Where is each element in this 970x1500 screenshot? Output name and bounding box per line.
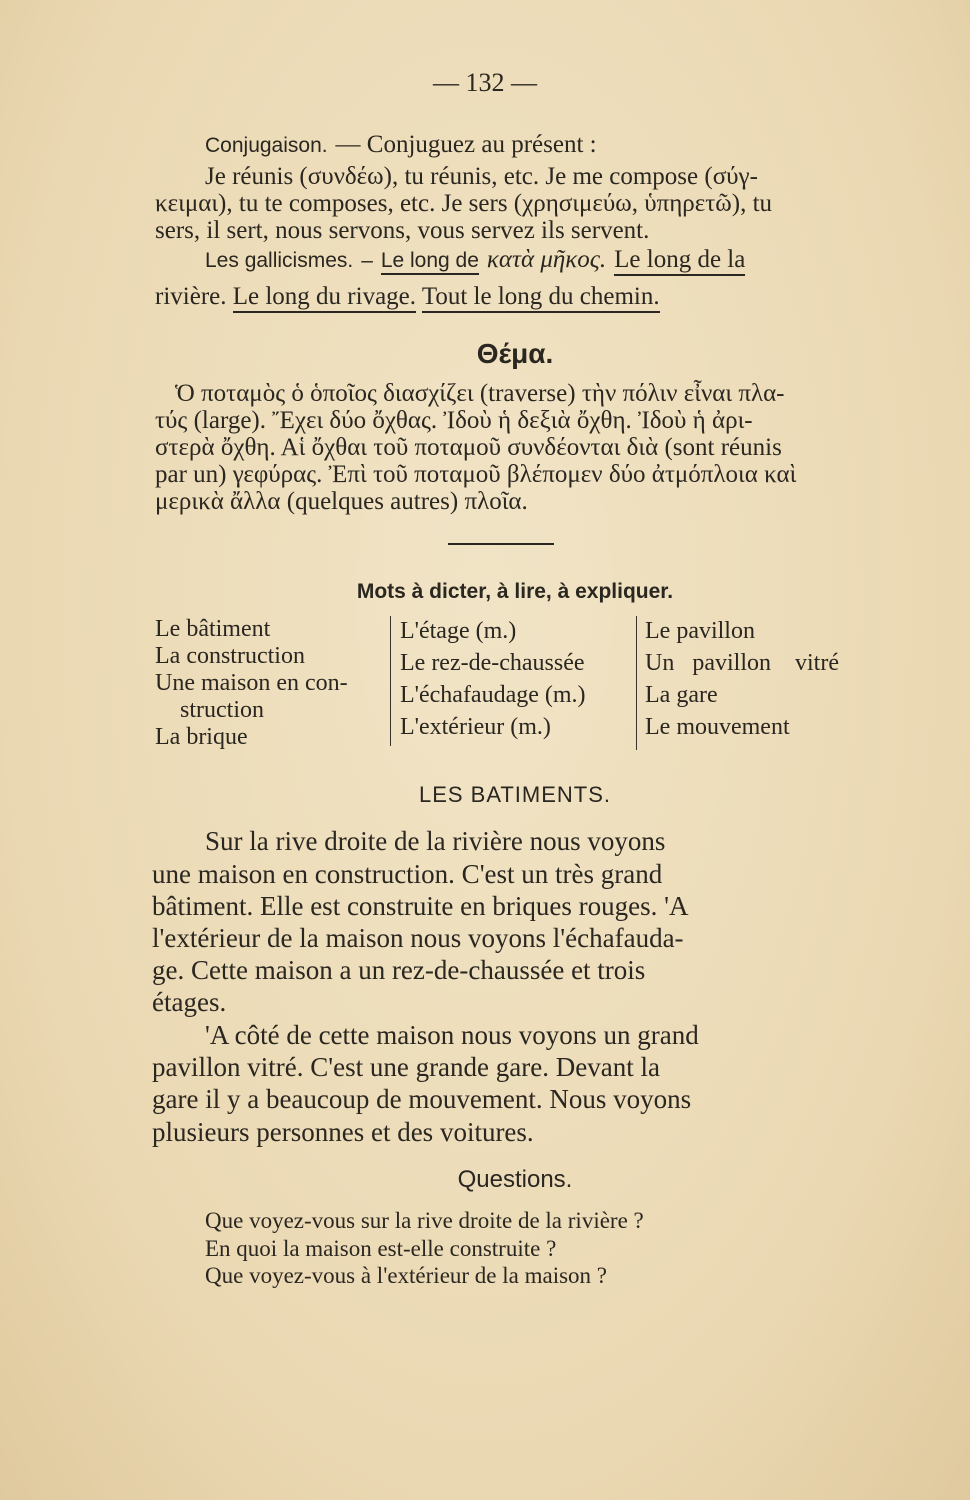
vocab-col3-item-1: Le pavillon	[645, 618, 755, 644]
reading-line-2: une maison en construction. C'est un très grand	[152, 859, 663, 889]
gallicisms-label: Les gallicismes.	[205, 249, 354, 272]
gallicism-example-1-end: rivière.	[155, 283, 227, 310]
reading-line-9: gare il y a beaucoup de mouvement. Nous voyons	[152, 1084, 692, 1114]
reading-line-10: plusieurs personnes et des voitures.	[152, 1117, 534, 1147]
conjugation-instruction: — Conjuguez au présent :	[335, 131, 597, 158]
theme-heading: Θέμα.	[476, 338, 554, 369]
vocab-col2-item-1: L'étage (m.)	[400, 618, 517, 644]
theme-line-1: Ὁ ποταμὸς ὁ ὁποῖος διασχίζει (traverse) τὴν πόλιν εἶναι πλα-	[175, 380, 785, 407]
section-divider	[448, 543, 554, 545]
theme-line-4: par un) γεφύρας. Ἐπὶ τοῦ ποταμοῦ βλέπομεν δύο ἀτμόπλοια καὶ	[155, 461, 797, 488]
vocab-col3-item-2	[645, 650, 875, 677]
gallicism-greek: κατὰ μῆκος.	[486, 246, 607, 273]
gallicism-le-long-de: Le long de	[381, 249, 479, 275]
vocab-col3-item-3: La gare	[645, 682, 718, 708]
vocab-col1-item-1: Le bâtiment	[155, 616, 271, 642]
question-3: Que voyez-vous à l'extérieur de la maison ?	[205, 1263, 608, 1288]
question-1: Que voyez-vous sur la rive droite de la rivière ?	[205, 1208, 644, 1233]
reading-line-5: ge. Cette maison a un rez-de-chaussée et trois	[152, 955, 646, 985]
vocab-col1-item-4: La brique	[155, 724, 248, 750]
theme-line-3: στερὰ ὄχθη. Αἱ ὄχθαι τοῦ ποταμοῦ συνδέονται διὰ (sont réunis	[155, 434, 782, 461]
reading-line-1: Sur la rive droite de la rivière nous voyons	[205, 826, 666, 856]
conjugation-line-3: κειμαι), tu te composes, etc. Je sers (χρησιμεύω, ὑπηρετῶ), tu	[155, 190, 773, 217]
vocab-col3-item-2b: pavillon	[692, 650, 771, 676]
conjugation-line-2: Je réunis (συνδέω), tu réunis, etc. Je me compose (σύγ-	[205, 163, 758, 190]
vocab-col2-item-4: L'extérieur (m.)	[400, 714, 551, 740]
vocab-col1-item-3: Une maison en con-	[155, 670, 348, 696]
vocab-separator-1	[390, 616, 391, 746]
gallicism-example-1: Le long de la	[614, 246, 745, 276]
vocab-separator-2	[636, 616, 637, 750]
vocab-col2-item-3: L'échafaudage (m.)	[400, 682, 586, 708]
vocab-col3-item-2c: vitré	[795, 650, 839, 676]
gallicism-example-2: Le long du rivage.	[233, 283, 416, 313]
reading-line-6: étages.	[152, 987, 227, 1017]
gallicisms-line-1	[205, 245, 745, 274]
gallicisms-dash: –	[361, 249, 373, 272]
conjugation-label: Conjugaison.	[205, 134, 328, 157]
conjugation-line-1	[205, 130, 597, 159]
reading-line-8: pavillon vitré. C'est une grande gare. Devant la	[152, 1052, 660, 1082]
vocab-col3-item-4: Le mouvement	[645, 714, 790, 740]
gallicism-example-3: Tout le long du chemin.	[422, 283, 660, 313]
reading-line-3: bâtiment. Elle est construite en briques rouges. 'A	[152, 891, 689, 921]
reading-title: LES BATIMENTS.	[418, 782, 612, 807]
conjugation-line-4: sers, il sert, nous servons, vous servez ils servent.	[155, 217, 650, 244]
theme-line-2: τύς (large). Ἔχει δύο ὄχθας. Ἰδοὺ ἡ δεξιὰ ὄχθη. Ἰδοὺ ἡ ἀρι-	[155, 407, 753, 434]
reading-line-7: 'A côté de cette maison nous voyons un grand	[205, 1020, 699, 1050]
vocab-col3-item-2a: Un	[645, 650, 675, 676]
questions-title: Questions.	[457, 1166, 573, 1193]
vocab-col1-item-3-cont: struction	[180, 697, 264, 723]
theme-line-5: μερικὰ ἄλλα (quelques autres) πλοῖα.	[155, 488, 528, 515]
gallicisms-line-2	[155, 283, 660, 310]
vocab-col1-item-2: La construction	[155, 643, 305, 669]
question-2: En quoi la maison est-elle construite ?	[205, 1236, 557, 1261]
page-number: — 132 —	[433, 68, 537, 97]
reading-line-4: l'extérieur de la maison nous voyons l'échafauda-	[152, 923, 684, 953]
vocab-heading: Mots à dicter, à lire, à expliquer.	[356, 580, 674, 603]
vocab-col2-item-2: Le rez-de-chaussée	[400, 650, 585, 676]
